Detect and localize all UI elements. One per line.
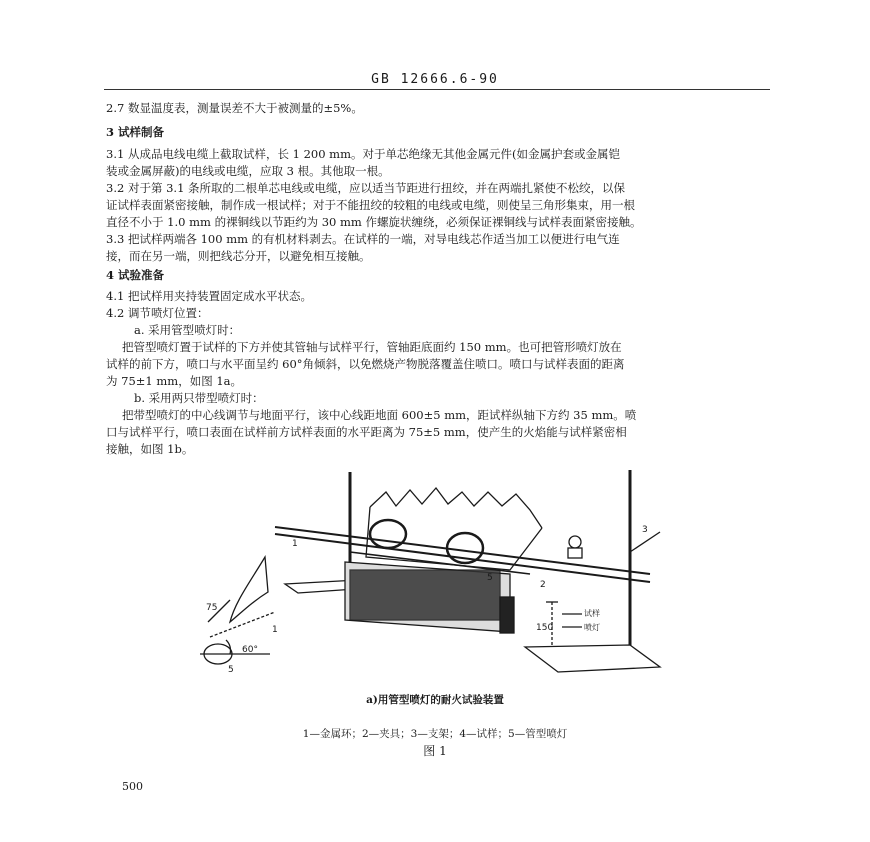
dim-150-label: 150 bbox=[536, 623, 554, 633]
item-b-label: b. 采用两只带型喷灯时： bbox=[134, 391, 264, 405]
label-3: 3 bbox=[642, 525, 648, 535]
item-b-line3: 接触，如图 1b。 bbox=[106, 442, 194, 456]
section-3-heading: 3 试样制备 bbox=[106, 125, 165, 139]
label-5: 5 bbox=[487, 573, 493, 583]
figure-subcaption: a)用管型喷灯的耐火试验装置 bbox=[366, 694, 504, 706]
burner-end bbox=[500, 597, 514, 633]
section-4-heading: 4 试验准备 bbox=[106, 268, 165, 282]
para-3-2-line3: 直径不小于 1.0 mm 的裸铜线以节距约为 30 mm 作螺旋状缠绕，必须保证裸铜线与试样表面紧密接触。 bbox=[106, 215, 642, 229]
para-4-1: 4.1 把试样用夹持装置固定成水平状态。 bbox=[106, 289, 312, 303]
page-number: 500 bbox=[122, 780, 143, 793]
clamp-knob bbox=[569, 536, 581, 548]
standard-header: GB 12666.6-90 bbox=[371, 72, 499, 87]
para-3-3-line1: 3.3 把试样两端各 100 mm 的有机材料剥去。在试样的一端，对导电线芯作适当加工以便进行电气连 bbox=[106, 232, 620, 246]
dim-75-label: 75 bbox=[206, 603, 218, 613]
angle-label: 60° bbox=[242, 645, 258, 655]
label-detail-1: 1 bbox=[272, 625, 278, 635]
item-a-line2: 试样的前下方，喷口与水平面呈约 60°角倾斜，以免燃烧产物脱落覆盖住喷口。喷口与试样表面的距离 bbox=[106, 357, 625, 371]
right-base-plate bbox=[525, 645, 660, 672]
para-3-1-line1: 3.1 从成品电线电缆上截取试样，长 1 200 mm。对于单芯绝缘无其他金属元件(如金属护套或金属铠 bbox=[106, 147, 620, 161]
metal-ring-1 bbox=[370, 520, 406, 548]
label-1: 1 bbox=[292, 539, 298, 549]
figure-legend: 1—金属环；2—夹具；3—支架；4—试样；5—管型喷灯 bbox=[302, 728, 568, 740]
item-a-line3: 为 75±1 mm，如图 1a。 bbox=[106, 374, 243, 388]
header-rule bbox=[104, 89, 770, 90]
para-4-2: 4.2 调节喷灯位置： bbox=[106, 306, 209, 320]
item-a-label: a. 采用管型喷灯时： bbox=[134, 323, 241, 337]
para-3-3-line2: 接，而在另一端，则把线芯分开，以避免相互接触。 bbox=[106, 249, 371, 263]
detail-burner-tip bbox=[230, 557, 268, 622]
fire-test-apparatus-figure bbox=[190, 462, 690, 687]
para-3-2-line2: 证试样表面紧密接触，制作成一根试样；对于不能扭绞的较粗的电线或电缆，则使呈三角形集束，用一根 bbox=[106, 198, 635, 212]
item-b-line1: 把带型喷灯的中心线调节与地面平行，该中心线距地面 600±5 mm，距试样纵轴下方约 35 mm。喷 bbox=[122, 408, 637, 422]
figure-caption: 图 1 bbox=[423, 744, 447, 758]
item-b-line2: 口与试样平行，喷口表面在试样前方试样表面的水平距离为 75±5 mm，使产生的火焰能与试样紧密相 bbox=[106, 425, 627, 439]
label-2: 2 bbox=[540, 580, 546, 590]
para-3-1-line2: 装或金属屏蔽)的电线或电缆，应取 3 根。其他取一根。 bbox=[106, 164, 390, 178]
item-a-line1: 把管型喷灯置于试样的下方并使其管轴与试样平行，管轴距底面约 150 mm。也可把管形喷灯放在 bbox=[122, 340, 622, 354]
para-3-2-line1: 3.2 对于第 3.1 条所取的二根单芯电线或电缆，应以适当节距进行扭绞，并在两端扎紧使不松绞，以保 bbox=[106, 181, 626, 195]
label-detail-5: 5 bbox=[228, 665, 234, 675]
side-label-top: 试样 bbox=[584, 609, 600, 618]
side-label-bot: 喷灯 bbox=[584, 623, 600, 632]
para-2-7: 2.7 数显温度表，测量误差不大于被测量的±5%。 bbox=[106, 101, 363, 115]
